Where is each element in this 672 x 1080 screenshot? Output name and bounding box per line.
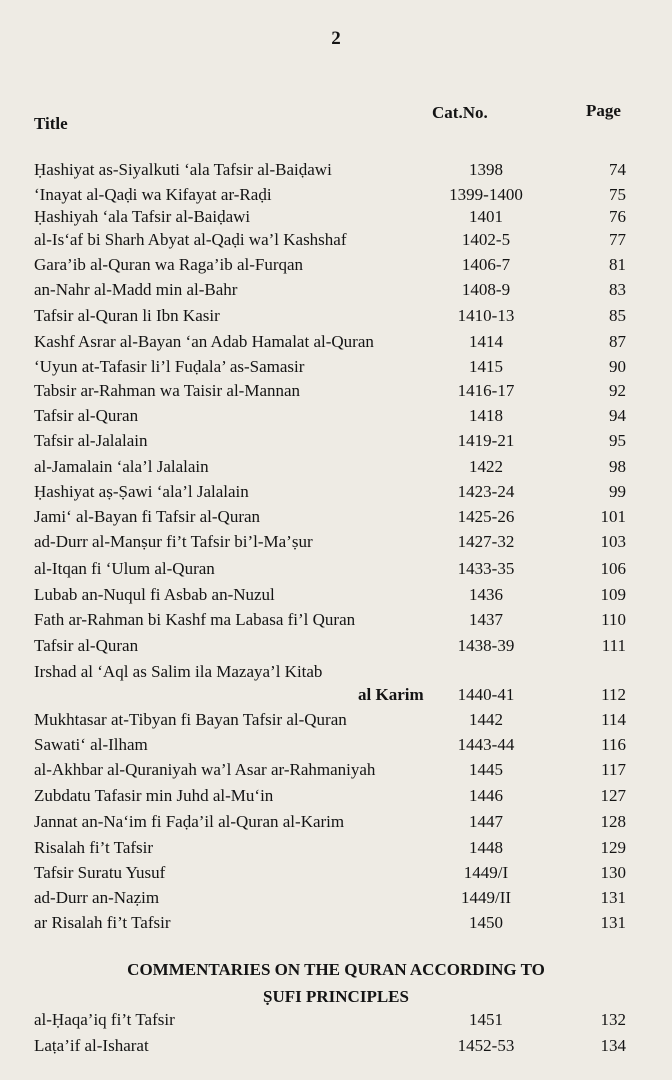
entry-title: ar Risalah fi’t Tafsir bbox=[34, 913, 171, 932]
entry-catno: 1399-1400 bbox=[449, 185, 523, 204]
table-row bbox=[0, 1010, 672, 1034]
entry-catno: 1452-53 bbox=[457, 1036, 515, 1055]
entry-title: al-Jamalain ‘ala’l Jalalain bbox=[34, 457, 209, 476]
entry-catno: 1440-41 bbox=[457, 685, 515, 704]
entry-page: 129 bbox=[600, 838, 626, 857]
entry-page: 132 bbox=[600, 1010, 626, 1029]
entry-title: Sawati‘ al-Ilham bbox=[34, 735, 148, 754]
entry-title: ‘Inayat al-Qaḍi wa Kifayat ar-Raḍi bbox=[34, 185, 272, 204]
entry-catno: 1448 bbox=[469, 838, 503, 857]
entry-catno: 1446 bbox=[469, 786, 503, 805]
entry-page: 117 bbox=[601, 760, 626, 779]
entry-title: Jami‘ al-Bayan fi Tafsir al-Quran bbox=[34, 507, 261, 526]
entry-title: Ḥashiyat as-Siyalkuti ‘ala Tafsir al-Baiḍawi bbox=[34, 160, 332, 179]
table-row bbox=[0, 185, 672, 209]
entry-page: 134 bbox=[600, 1036, 626, 1055]
entry-catno: 1398 bbox=[469, 160, 503, 179]
entry-catno: 1423-24 bbox=[457, 482, 515, 501]
column-header-page: Page bbox=[586, 101, 621, 120]
entry-catno: 1401 bbox=[469, 207, 503, 226]
entry-title: Tabsir ar-Rahman wa Taisir al-Mannan bbox=[34, 381, 301, 400]
section-heading-line2: ṢUFI PRINCIPLES bbox=[263, 987, 409, 1006]
table-row bbox=[0, 1036, 672, 1060]
entry-page: 114 bbox=[601, 710, 626, 729]
table-row bbox=[0, 812, 672, 836]
table-row bbox=[0, 532, 672, 556]
entry-title: Tafsir al-Quran li Ibn Kasir bbox=[34, 306, 220, 325]
entry-catno: 1443-44 bbox=[457, 735, 515, 754]
entry-title: Lubab an-Nuqul fi Asbab an-Nuzul bbox=[34, 585, 275, 604]
entry-catno: 1449/II bbox=[460, 888, 512, 907]
entry-catno: 1445 bbox=[469, 760, 503, 779]
entry-page: 109 bbox=[600, 585, 626, 604]
table-row bbox=[0, 786, 672, 810]
table-row bbox=[0, 280, 672, 304]
entry-catno: 1408-9 bbox=[461, 280, 511, 299]
entry-page: 106 bbox=[600, 559, 626, 578]
entry-catno: 1447 bbox=[469, 812, 503, 831]
table-row bbox=[0, 685, 672, 709]
table-row bbox=[0, 735, 672, 759]
table-row bbox=[0, 482, 672, 506]
entry-page: 110 bbox=[601, 610, 626, 629]
table-row bbox=[0, 760, 672, 784]
entry-title: Ḥashiyat aṣ-Ṣawi ‘ala’l Jalalain bbox=[34, 482, 249, 501]
entry-title: ad-Durr an-Naẓim bbox=[34, 888, 160, 907]
table-row bbox=[0, 230, 672, 254]
section-heading-line1: COMMENTARIES ON THE QURAN ACCORDING TO bbox=[127, 960, 545, 979]
entry-catno: 1410-13 bbox=[457, 306, 515, 325]
entry-catno: 1414 bbox=[469, 332, 503, 351]
entry-title: Tafsir Suratu Yusuf bbox=[34, 863, 166, 882]
entry-title: Mukhtasar at-Tibyan fi Bayan Tafsir al-Quran bbox=[34, 710, 347, 729]
entry-title: Fath ar-Rahman bi Kashf ma Labasa fi’l Quran bbox=[34, 610, 356, 629]
entry-page: 95 bbox=[609, 431, 626, 450]
table-row bbox=[0, 507, 672, 531]
entry-title: an-Nahr al-Madd min al-Bahr bbox=[34, 280, 238, 299]
column-header-title: Title bbox=[34, 114, 68, 133]
table-row bbox=[0, 838, 672, 862]
entry-page: 81 bbox=[609, 255, 626, 274]
entry-title: al-Is‘af bi Sharh Abyat al-Qaḍi wa’l Kashshaf bbox=[34, 230, 347, 249]
table-row bbox=[0, 913, 672, 937]
entry-page: 87 bbox=[609, 332, 626, 351]
page-number: 2 bbox=[331, 28, 341, 49]
table-row bbox=[0, 431, 672, 455]
entry-title: Kashf Asrar al-Bayan ‘an Adab Hamalat al-Quran bbox=[34, 332, 374, 351]
table-row bbox=[0, 559, 672, 583]
entry-title-continued: al Karim bbox=[358, 685, 424, 704]
entry-catno: 1415 bbox=[469, 357, 503, 376]
entry-catno: 1438-39 bbox=[457, 636, 515, 655]
entry-page: 112 bbox=[601, 685, 626, 704]
entry-page: 116 bbox=[601, 735, 626, 754]
entry-catno: 1418 bbox=[469, 406, 503, 425]
table-row bbox=[0, 610, 672, 634]
entry-page: 127 bbox=[600, 786, 626, 805]
entry-title: Gara’ib al-Quran wa Raga’ib al-Furqan bbox=[34, 255, 304, 274]
entry-page: 76 bbox=[609, 207, 626, 226]
entry-catno: 1433-35 bbox=[457, 559, 515, 578]
entry-page: 98 bbox=[609, 457, 626, 476]
entry-catno: 1416-17 bbox=[457, 381, 515, 400]
table-row bbox=[0, 406, 672, 430]
entry-page: 74 bbox=[609, 160, 626, 179]
entry-title: Risalah fi’t Tafsir bbox=[34, 838, 154, 857]
entry-page: 77 bbox=[609, 230, 626, 249]
entry-title: Jannat an-Na‘im fi Faḍa’il al-Quran al-Karim bbox=[34, 812, 345, 831]
table-row bbox=[0, 207, 672, 231]
entry-title: al-Akhbar al-Quraniyah wa’l Asar ar-Rahmaniyah bbox=[34, 760, 376, 779]
entry-page: 94 bbox=[609, 406, 626, 425]
entry-page: 83 bbox=[609, 280, 626, 299]
entry-page: 131 bbox=[600, 888, 626, 907]
table-row bbox=[0, 636, 672, 660]
entry-page: 99 bbox=[609, 482, 626, 501]
table-row bbox=[0, 888, 672, 912]
entry-title: Zubdatu Tafasir min Juhd al-Mu‘in bbox=[34, 786, 274, 805]
entry-catno: 1425-26 bbox=[457, 507, 515, 526]
table-row bbox=[0, 662, 672, 686]
entry-catno: 1436 bbox=[469, 585, 503, 604]
entry-page: 75 bbox=[609, 185, 626, 204]
entry-catno: 1406-7 bbox=[461, 255, 511, 274]
entry-catno: 1449/I bbox=[463, 863, 509, 882]
entry-page: 131 bbox=[600, 913, 626, 932]
entry-catno: 1422 bbox=[469, 457, 503, 476]
table-row bbox=[0, 306, 672, 330]
table-row bbox=[0, 255, 672, 279]
entry-catno: 1442 bbox=[469, 710, 503, 729]
table-row bbox=[0, 381, 672, 405]
entry-page: 103 bbox=[600, 532, 626, 551]
entry-title: Tafsir al-Quran bbox=[34, 406, 139, 425]
entry-page: 85 bbox=[609, 306, 626, 325]
table-row bbox=[0, 710, 672, 734]
entry-page: 130 bbox=[600, 863, 626, 882]
column-header-catno: Cat.No. bbox=[432, 103, 488, 122]
entry-page: 111 bbox=[601, 636, 626, 655]
entry-title: Tafsir al-Quran bbox=[34, 636, 139, 655]
entry-title: al-Ḥaqa’iq fi’t Tafsir bbox=[34, 1010, 175, 1029]
table-row bbox=[0, 332, 672, 356]
entry-catno: 1419-21 bbox=[457, 431, 515, 450]
entry-catno: 1437 bbox=[469, 610, 503, 629]
entry-page: 101 bbox=[600, 507, 626, 526]
entry-page: 92 bbox=[609, 381, 626, 400]
entry-title: ad-Durr al-Manṣur fi’t Tafsir bi’l-Ma’ṣur bbox=[34, 532, 313, 551]
entry-page: 128 bbox=[600, 812, 626, 831]
entry-catno: 1427-32 bbox=[457, 532, 515, 551]
entry-catno: 1402-5 bbox=[461, 230, 511, 249]
entry-title: Irshad al ‘Aql as Salim ila Mazaya’l Kitab bbox=[34, 662, 323, 681]
table-row bbox=[0, 160, 672, 184]
table-row bbox=[0, 863, 672, 887]
entry-title: ‘Uyun at-Tafasir li’l Fuḍala’ as-Samasir bbox=[34, 357, 305, 376]
entry-title: al-Itqan fi ‘Ulum al-Quran bbox=[34, 559, 215, 578]
entry-title: Tafsir al-Jalalain bbox=[34, 431, 148, 450]
table-row bbox=[0, 585, 672, 609]
entry-title: Ḥashiyah ‘ala Tafsir al-Baiḍawi bbox=[34, 207, 251, 226]
entry-catno: 1450 bbox=[469, 913, 503, 932]
entry-title: Laṭa’if al-Isharat bbox=[34, 1036, 149, 1055]
table-row bbox=[0, 357, 672, 381]
entry-catno: 1451 bbox=[469, 1010, 503, 1029]
table-row bbox=[0, 457, 672, 481]
entry-page: 90 bbox=[609, 357, 626, 376]
